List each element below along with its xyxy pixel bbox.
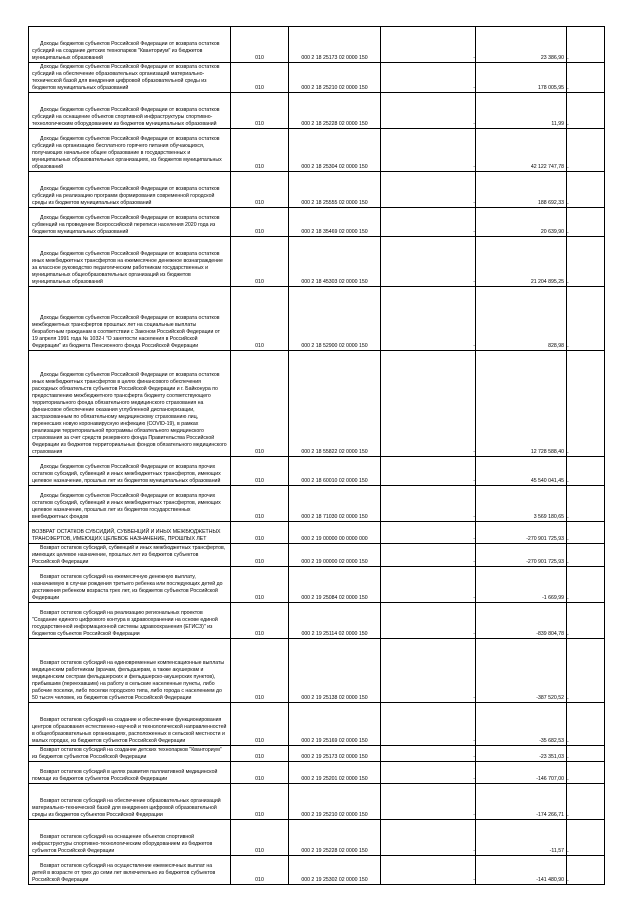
row-code: 010 bbox=[231, 856, 289, 885]
row-budget-code: 000 2 19 25228 02 0000 150 bbox=[289, 820, 381, 856]
table-row bbox=[29, 639, 605, 703]
row-executed-value: 45 540 041,45 bbox=[476, 457, 567, 486]
table-row bbox=[29, 208, 605, 237]
table-row bbox=[29, 746, 605, 762]
row-budget-code: 000 2 19 25084 02 0000 150 bbox=[289, 567, 381, 603]
row-budget-code: 000 2 18 60010 02 0000 150 bbox=[289, 457, 381, 486]
table-row bbox=[29, 27, 605, 63]
table-row bbox=[29, 351, 605, 457]
row-code: 010 bbox=[231, 639, 289, 703]
row-code: 010 bbox=[231, 784, 289, 820]
row-name: Доходы бюджетов субъектов Российской Федерации от возврата остатков межбюджетных трансфертов прошлых лет на социальные выплаты безработным гражданам в соответствии с Законом Российской Федерации от 19 апреля 1991 года № 1032-I "О занятости населения в Российской Федерации" из бюджета Пенсионного фонда Российской Федерации bbox=[29, 287, 231, 351]
row-executed-value: -23 351,03 bbox=[476, 746, 567, 762]
row-name: Возврат остатков субсидий на осуществление ежемесячных выплат на детей в возрасте от трех до семи лет включительно из бюджетов субъектов Российской Федерации bbox=[29, 856, 231, 885]
row-executed-value: -270 901 725,93 bbox=[476, 544, 567, 567]
row-plan-value: - bbox=[381, 820, 476, 856]
row-remainder-value: - bbox=[567, 544, 605, 567]
row-name: Доходы бюджетов субъектов Российской Федерации от возврата остатков иных межбюджетных трансфертов на ежемесячное денежное вознаграждение за классное руководство педагогическим работникам государственных и муниципальных общеобразовательных организаций из бюджетов муниципальных образований bbox=[29, 237, 231, 287]
row-remainder-value: - bbox=[567, 172, 605, 208]
row-budget-code: 000 2 19 25138 02 0000 150 bbox=[289, 639, 381, 703]
row-budget-code: 000 2 18 35469 02 0000 150 bbox=[289, 208, 381, 237]
row-name: Доходы бюджетов субъектов Российской Федерации от возврата остатков субвенций на проведение Всероссийской переписи населения 2020 года из бюджетов муниципальных образований bbox=[29, 208, 231, 237]
row-remainder-value: - bbox=[567, 457, 605, 486]
row-name: Возврат остатков субсидий на обеспечение образовательных организаций материально-технической базой для внедрения цифровой образовательной среды из бюджетов субъектов Российской Федерации bbox=[29, 784, 231, 820]
row-remainder-value: - bbox=[567, 567, 605, 603]
row-budget-code: 000 2 19 00000 00 0000 000 bbox=[289, 522, 381, 544]
row-plan-value: - bbox=[381, 129, 476, 172]
row-code: 010 bbox=[231, 63, 289, 93]
row-budget-code: 000 2 19 25201 02 0000 150 bbox=[289, 762, 381, 784]
row-remainder-value: - bbox=[567, 522, 605, 544]
income-table-body bbox=[29, 27, 605, 885]
row-name: Доходы бюджетов субъектов Российской Федерации от возврата остатков иных межбюджетных трансфертов в целях финансового обеспечения расходных обязательств субъектов Российской Федерации и г. Байконура по предоставлению межбюджетного трансферта бюджету соответствующего территориального фонда обязательного медицинского страхования на финансовое обеспечение оказания углубленной диспансеризации, застрахованным по обязательному медицинскому страхованию лиц, перенесших новую коронавирусную инфекцию (COVID-19), в рамках реализации территориальной программы обязательного медицинского страхования за счет средств резервного фонда Правительства Российской Федерации из бюджетов территориальных фондов обязательного медицинского страхования bbox=[29, 351, 231, 457]
row-remainder-value: - bbox=[567, 351, 605, 457]
row-name: Доходы бюджетов субъектов Российской Федерации от возврата остатков субсидий на создание детских технопарков "Кванториум" из бюджетов муниципальных образований bbox=[29, 27, 231, 63]
row-budget-code: 000 2 18 25210 02 0000 150 bbox=[289, 63, 381, 93]
row-code: 010 bbox=[231, 567, 289, 603]
row-code: 010 bbox=[231, 486, 289, 522]
row-executed-value: 23 386,90 bbox=[476, 27, 567, 63]
row-executed-value: 178 005,95 bbox=[476, 63, 567, 93]
row-executed-value: -141 480,90 bbox=[476, 856, 567, 885]
row-plan-value: - bbox=[381, 27, 476, 63]
row-name: ВОЗВРАТ ОСТАТКОВ СУБСИДИЙ, СУБВЕНЦИЙ И ИНЫХ МЕЖБЮДЖЕТНЫХ ТРАНСФЕРТОВ, ИМЕЮЩИХ ЦЕЛЕВОЕ НАЗНАЧЕНИЕ, ПРОШЛЫХ ЛЕТ bbox=[29, 522, 231, 544]
row-budget-code: 000 2 18 25228 02 0000 150 bbox=[289, 93, 381, 129]
row-budget-code: 000 2 18 71030 02 0000 150 bbox=[289, 486, 381, 522]
row-plan-value: - bbox=[381, 567, 476, 603]
row-remainder-value: - bbox=[567, 762, 605, 784]
row-budget-code: 000 2 19 25173 02 0000 150 bbox=[289, 746, 381, 762]
table-row bbox=[29, 603, 605, 639]
row-code: 010 bbox=[231, 208, 289, 237]
row-budget-code: 000 2 19 25114 02 0000 150 bbox=[289, 603, 381, 639]
row-plan-value: - bbox=[381, 703, 476, 746]
row-code: 010 bbox=[231, 129, 289, 172]
row-executed-value: 3 569 180,65 bbox=[476, 486, 567, 522]
row-plan-value: - bbox=[381, 544, 476, 567]
row-budget-code: 000 2 18 25555 02 0000 150 bbox=[289, 172, 381, 208]
row-plan-value: - bbox=[381, 856, 476, 885]
row-name: Доходы бюджетов субъектов Российской Федерации от возврата прочих остатков субсидий, субвенций и иных межбюджетных трансфертов, имеющих целевое назначение, прошлых лет из бюджетов муниципальных образований bbox=[29, 457, 231, 486]
row-plan-value: - bbox=[381, 639, 476, 703]
row-code: 010 bbox=[231, 544, 289, 567]
row-executed-value: -1 669,99 bbox=[476, 567, 567, 603]
income-table bbox=[28, 26, 605, 885]
row-plan-value: - bbox=[381, 746, 476, 762]
row-plan-value: - bbox=[381, 351, 476, 457]
table-row bbox=[29, 486, 605, 522]
row-code: 010 bbox=[231, 93, 289, 129]
table-row bbox=[29, 567, 605, 603]
row-executed-value: 828,98 bbox=[476, 287, 567, 351]
row-executed-value: 42 122 747,78 bbox=[476, 129, 567, 172]
row-remainder-value: - bbox=[567, 703, 605, 746]
row-remainder-value: - bbox=[567, 208, 605, 237]
row-budget-code: 000 2 18 25304 02 0000 150 bbox=[289, 129, 381, 172]
row-name: Возврат остатков субсидий на реализацию региональных проектов "Создание единого цифрового контура в здравоохранении на основе единой государственной информационной системы здравоохранения (ЕГИСЗ)" из бюджетов субъектов Российской Федерации bbox=[29, 603, 231, 639]
table-row bbox=[29, 129, 605, 172]
table-row bbox=[29, 544, 605, 567]
row-budget-code: 000 2 18 25173 02 0000 150 bbox=[289, 27, 381, 63]
row-remainder-value: - bbox=[567, 27, 605, 63]
row-budget-code: 000 2 18 52900 02 0000 150 bbox=[289, 287, 381, 351]
row-executed-value: -146 707,00 bbox=[476, 762, 567, 784]
row-plan-value: - bbox=[381, 486, 476, 522]
row-remainder-value: - bbox=[567, 237, 605, 287]
row-budget-code: 000 2 19 25169 02 0000 150 bbox=[289, 703, 381, 746]
row-code: 010 bbox=[231, 522, 289, 544]
row-remainder-value: - bbox=[567, 639, 605, 703]
row-executed-value: 11,99 bbox=[476, 93, 567, 129]
row-code: 010 bbox=[231, 746, 289, 762]
row-code: 010 bbox=[231, 351, 289, 457]
row-executed-value: -11,57 bbox=[476, 820, 567, 856]
row-name: Возврат остатков субсидий на создание детских технопарков "Кванториум" из бюджетов субъектов Российской Федерации bbox=[29, 746, 231, 762]
row-name: Возврат остатков субсидий на создание и обеспечение функционирования центров образования естественно-научной и технологической направленностей в общеобразовательных организациях, расположенных в сельской местности и малых городах, из бюджетов субъектов Российской Федерации bbox=[29, 703, 231, 746]
row-plan-value: - bbox=[381, 762, 476, 784]
table-row bbox=[29, 457, 605, 486]
row-plan-value: - bbox=[381, 172, 476, 208]
row-code: 010 bbox=[231, 762, 289, 784]
row-name: Возврат остатков субсидий на оснащение объектов спортивной инфраструктуры спортивно-технологическим оборудованием из бюджетов субъектов Российской Федерации bbox=[29, 820, 231, 856]
row-code: 010 bbox=[231, 603, 289, 639]
row-code: 010 bbox=[231, 457, 289, 486]
row-code: 010 bbox=[231, 287, 289, 351]
row-name: Доходы бюджетов субъектов Российской Федерации от возврата остатков субсидий на обеспечение образовательных организаций материально-технической базой для внедрения цифровой образовательной среды из бюджетов муниципальных образований bbox=[29, 63, 231, 93]
row-remainder-value: - bbox=[567, 746, 605, 762]
row-budget-code: 000 2 18 55822 02 0000 150 bbox=[289, 351, 381, 457]
row-name: Доходы бюджетов субъектов Российской Федерации от возврата остатков субсидий на организацию бесплатного горячего питания обучающихся, получающих начальное общее образование в государственных и муниципальных образовательных организациях, из бюджетов муниципальных образований bbox=[29, 129, 231, 172]
row-remainder-value: - bbox=[567, 603, 605, 639]
row-name: Возврат остатков субсидий в целях развития паллиативной медицинской помощи из бюджетов субъектов Российской Федерации bbox=[29, 762, 231, 784]
row-remainder-value: - bbox=[567, 63, 605, 93]
row-executed-value: -839 804,78 bbox=[476, 603, 567, 639]
row-executed-value: -270 901 725,93 bbox=[476, 522, 567, 544]
table-row bbox=[29, 63, 605, 93]
row-code: 010 bbox=[231, 703, 289, 746]
table-row bbox=[29, 522, 605, 544]
row-remainder-value: - bbox=[567, 486, 605, 522]
row-executed-value: 12 728 588,40 bbox=[476, 351, 567, 457]
row-code: 010 bbox=[231, 237, 289, 287]
row-remainder-value: - bbox=[567, 129, 605, 172]
row-budget-code: 000 2 18 45303 02 0000 150 bbox=[289, 237, 381, 287]
row-plan-value: - bbox=[381, 603, 476, 639]
row-code: 010 bbox=[231, 172, 289, 208]
row-name: Доходы бюджетов субъектов Российской Федерации от возврата остатков субсидий на реализацию программ формирования современной городской среды из бюджетов муниципальных образований bbox=[29, 172, 231, 208]
row-executed-value: -174 266,71 bbox=[476, 784, 567, 820]
row-plan-value: - bbox=[381, 93, 476, 129]
row-remainder-value: - bbox=[567, 287, 605, 351]
table-row bbox=[29, 762, 605, 784]
row-budget-code: 000 2 19 25210 02 0000 150 bbox=[289, 784, 381, 820]
row-executed-value: -387 520,52 bbox=[476, 639, 567, 703]
row-remainder-value: - bbox=[567, 93, 605, 129]
table-row bbox=[29, 784, 605, 820]
report-sheet bbox=[28, 26, 604, 885]
table-row bbox=[29, 856, 605, 885]
row-budget-code: 000 2 19 25302 02 0000 150 bbox=[289, 856, 381, 885]
row-plan-value: - bbox=[381, 784, 476, 820]
row-name: Доходы бюджетов субъектов Российской Федерации от возврата остатков субсидий на оснащение объектов спортивной инфраструктуры спортивно-технологическим оборудованием из бюджетов муниципальных образований bbox=[29, 93, 231, 129]
row-name: Возврат остатков субсидий, субвенций и иных межбюджетных трансфертов, имеющих целевое назначение, прошлых лет из бюджетов субъектов Российской Федерации bbox=[29, 544, 231, 567]
row-executed-value: -35 682,53 bbox=[476, 703, 567, 746]
table-row bbox=[29, 172, 605, 208]
row-code: 010 bbox=[231, 820, 289, 856]
row-plan-value: - bbox=[381, 63, 476, 93]
row-plan-value: - bbox=[381, 457, 476, 486]
row-remainder-value: - bbox=[567, 820, 605, 856]
table-row bbox=[29, 287, 605, 351]
table-row bbox=[29, 703, 605, 746]
table-row bbox=[29, 93, 605, 129]
row-plan-value: - bbox=[381, 208, 476, 237]
row-plan-value: - bbox=[381, 522, 476, 544]
row-budget-code: 000 2 19 00000 02 0000 150 bbox=[289, 544, 381, 567]
row-executed-value: 188 692,33 bbox=[476, 172, 567, 208]
row-remainder-value: - bbox=[567, 856, 605, 885]
row-remainder-value: - bbox=[567, 784, 605, 820]
row-name: Доходы бюджетов субъектов Российской Федерации от возврата прочих остатков субсидий, субвенций и иных межбюджетных трансфертов, имеющих целевое назначение, прошлых лет из бюджетов государственных внебюджетных фондов bbox=[29, 486, 231, 522]
table-row bbox=[29, 820, 605, 856]
row-name: Возврат остатков субсидий на ежемесячную денежную выплату, назначаемую в случае рождения третьего ребенка или последующих детей до достижения ребенком возраста трех лет, из бюджетов субъектов Российской Федерации bbox=[29, 567, 231, 603]
row-name: Возврат остатков субсидий на единовременные компенсационные выплаты медицинским работникам (врачам, фельдшерам, а также акушеркам и медицинским сестрам фельдшерских и фельдшерско-акушерских пунктов), прибывшим (переехавшим) на работу в сельские населенные пункты, либо рабочие поселки, либо поселки городского типа, либо города с населением до 50 тысяч человек, из бюджетов субъектов Российской Федерации bbox=[29, 639, 231, 703]
table-row bbox=[29, 237, 605, 287]
row-executed-value: 21 204 895,25 bbox=[476, 237, 567, 287]
row-plan-value: - bbox=[381, 287, 476, 351]
row-executed-value: 20 639,90 bbox=[476, 208, 567, 237]
row-plan-value: - bbox=[381, 237, 476, 287]
row-code: 010 bbox=[231, 27, 289, 63]
